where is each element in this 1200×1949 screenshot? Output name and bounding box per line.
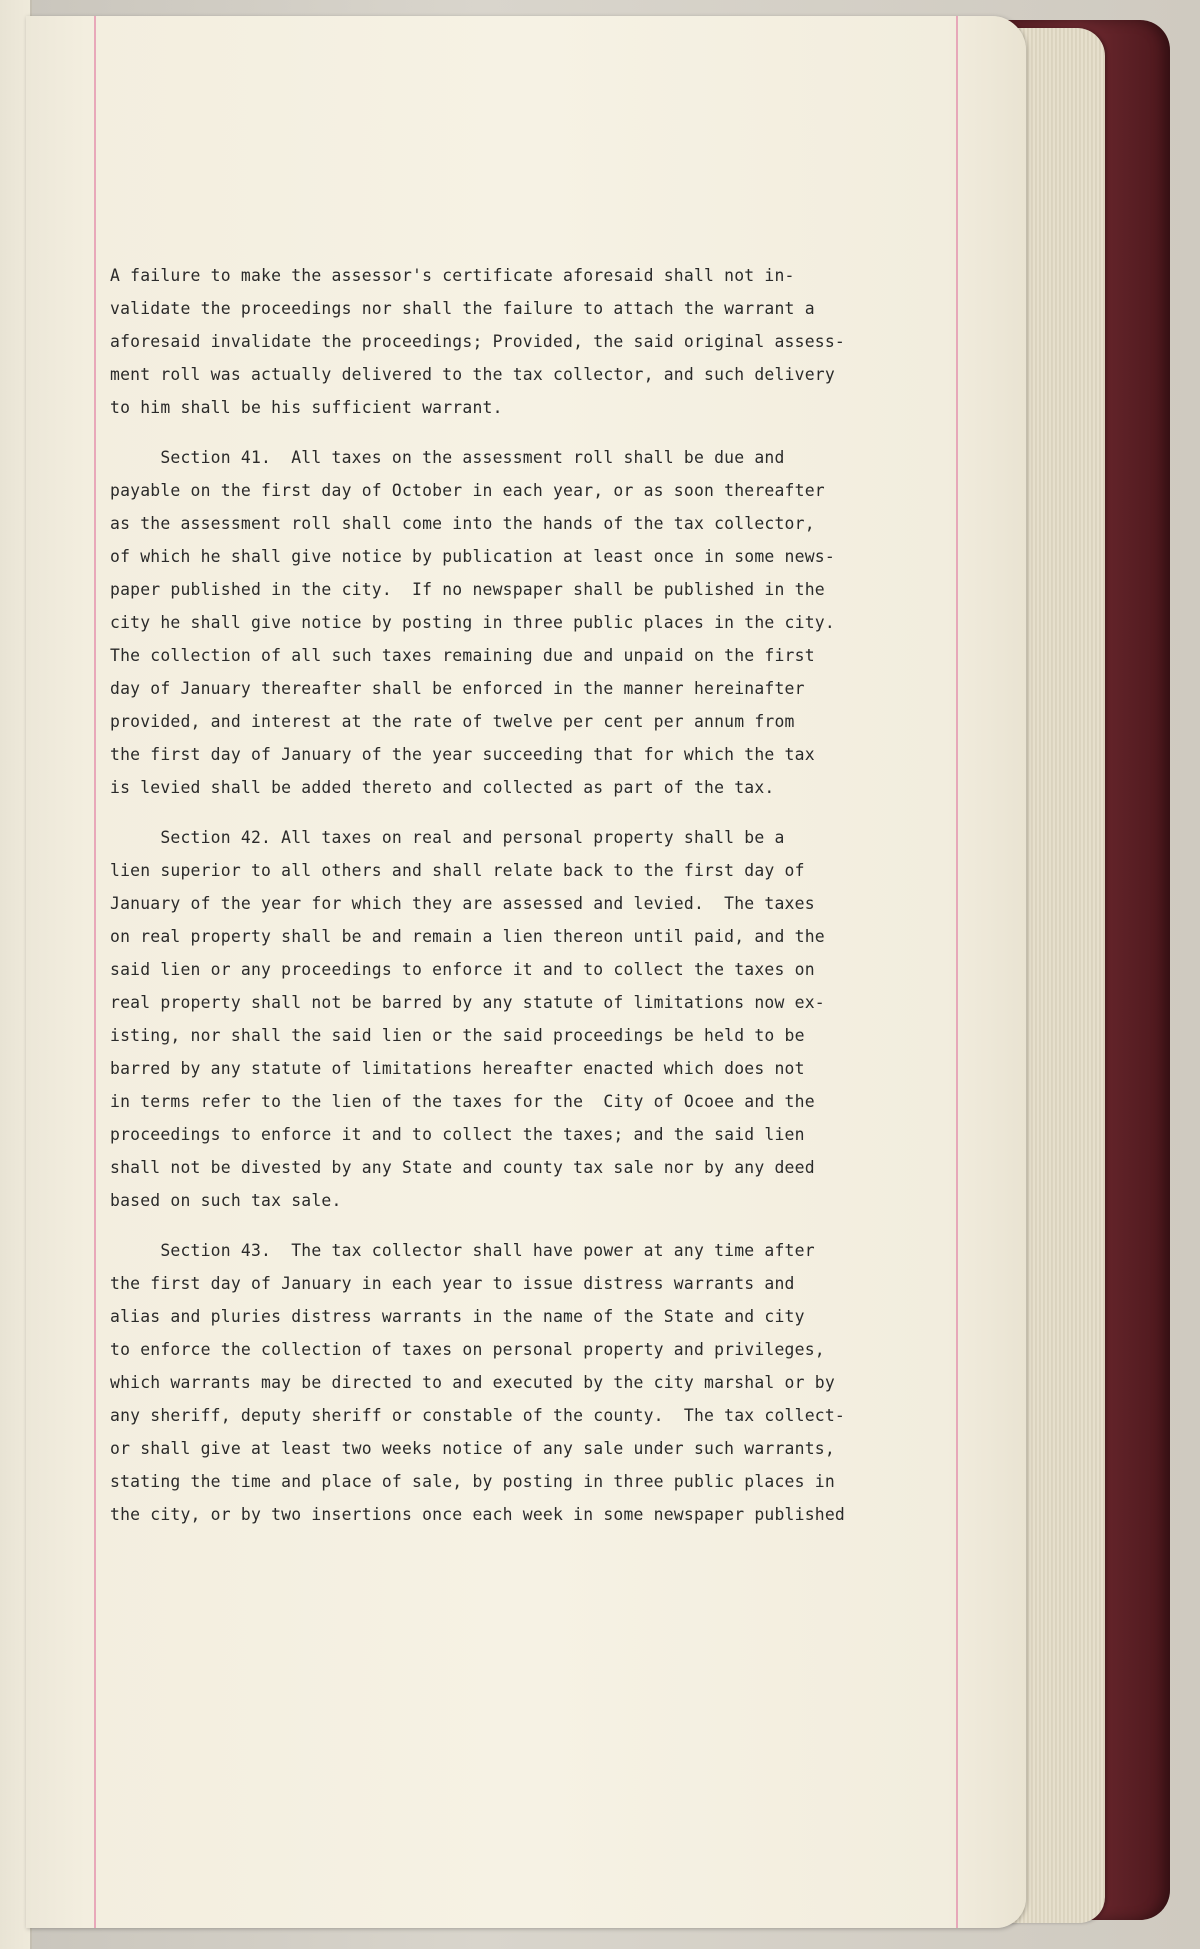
text-line: based on such tax sale. (110, 1191, 342, 1210)
text-line: any sheriff, deputy sheriff or constable of the county. The tax collect- (110, 1406, 845, 1425)
text-line: provided, and interest at the rate of twelve per cent per annum from (110, 712, 795, 731)
section-41-heading-line: Section 41. All taxes on the assessment roll shall be due and (110, 448, 785, 467)
text-line: the city, or by two insertions once each week in some newspaper published (110, 1505, 845, 1524)
text-line: The collection of all such taxes remaining due and unpaid on the first (110, 646, 815, 665)
text-line: shall not be divested by any State and county tax sale nor by any deed (110, 1158, 815, 1177)
text-line: city he shall give notice by posting in three public places in the city. (110, 613, 835, 632)
text-line: barred by any statute of limitations hereafter enacted which does not (110, 1059, 805, 1078)
text-line: or shall give at least two weeks notice of any sale under such warrants, (110, 1439, 835, 1458)
text-line: is levied shall be added thereto and collected as part of the tax. (110, 778, 775, 797)
text-line: stating the time and place of sale, by posting in three public places in (110, 1472, 835, 1491)
text-line: in terms refer to the lien of the taxes for the City of Ocoee and the (110, 1092, 815, 1111)
text-line: alias and pluries distress warrants in the name of the State and city (110, 1307, 805, 1326)
section-42-heading-line: Section 42. All taxes on real and personal property shall be a (110, 828, 785, 847)
text-line: to him shall be his sufficient warrant. (110, 398, 503, 417)
text-line: aforesaid invalidate the proceedings; Provided, the said original assess- (110, 332, 845, 351)
ledger-page (26, 16, 1026, 1928)
text-line: payable on the first day of October in each year, or as soon thereafter (110, 481, 825, 500)
text-line: ment roll was actually delivered to the tax collector, and such delivery (110, 365, 835, 384)
text-line: as the assessment roll shall come into the hands of the tax collector, (110, 514, 815, 533)
text-line: the first day of January in each year to issue distress warrants and (110, 1274, 795, 1293)
text-line: lien superior to all others and shall relate back to the first day of (110, 861, 805, 880)
right-margin-rule (956, 16, 958, 1928)
text-line: isting, nor shall the said lien or the said proceedings be held to be (110, 1026, 805, 1045)
text-line: to enforce the collection of taxes on personal property and privileges, (110, 1340, 825, 1359)
text-line: paper published in the city. If no newspaper shall be published in the (110, 580, 825, 599)
left-margin-rule (94, 16, 96, 1928)
text-line: on real property shall be and remain a lien thereon until paid, and the (110, 927, 825, 946)
text-line: the first day of January of the year succeeding that for which the tax (110, 745, 815, 764)
text-line: validate the proceedings nor shall the failure to attach the warrant a (110, 299, 815, 318)
section-43-heading-line: Section 43. The tax collector shall have power at any time after (110, 1241, 815, 1260)
text-line: real property shall not be barred by any statute of limitations now ex- (110, 993, 825, 1012)
text-line: January of the year for which they are assessed and levied. The taxes (110, 894, 815, 913)
text-line: of which he shall give notice by publication at least once in some news- (110, 547, 835, 566)
text-line: proceedings to enforce it and to collect the taxes; and the said lien (110, 1125, 805, 1144)
text-line: which warrants may be directed to and executed by the city marshal or by (110, 1373, 835, 1392)
text-line: day of January thereafter shall be enforced in the manner hereinafter (110, 679, 805, 698)
text-line: A failure to make the assessor's certificate aforesaid shall not in- (110, 266, 795, 285)
text-line: said lien or any proceedings to enforce it and to collect the taxes on (110, 960, 815, 979)
